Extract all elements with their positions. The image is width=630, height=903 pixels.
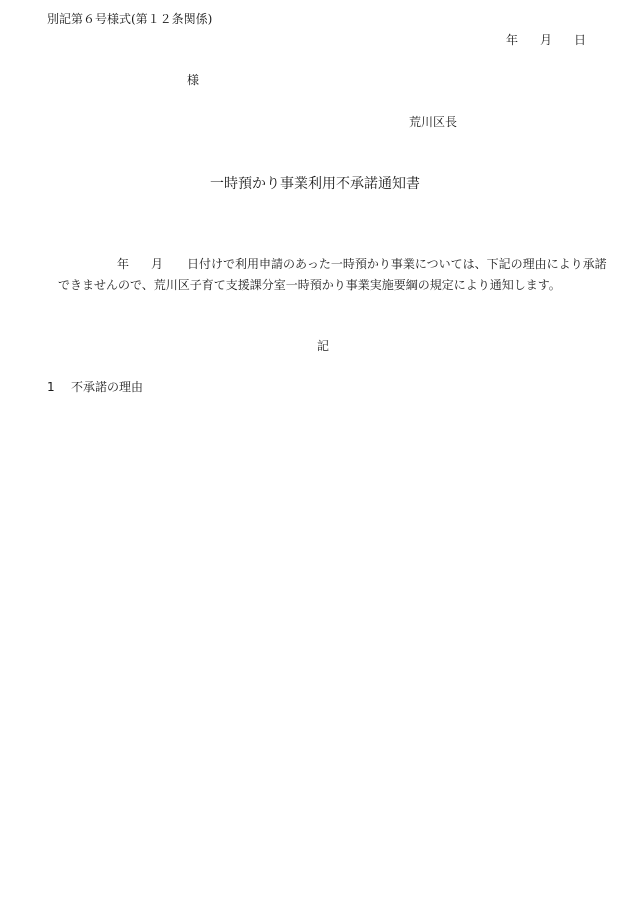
issue-date (506, 32, 586, 48)
item-number: 1 (47, 380, 55, 394)
ki-heading: 記 (316, 339, 329, 353)
body-month-label: 月 (151, 257, 164, 271)
item-label: 不承諾の理由 (71, 380, 144, 394)
body-year-label: 年 (117, 257, 130, 271)
body-line-1-text: 日付けで利用申請のあった一時預かり事業については、下記の理由により承諾 (187, 257, 607, 271)
date-month-label: 月 (539, 33, 552, 47)
date-year-label: 年 (505, 33, 518, 47)
list-item (47, 379, 143, 395)
body-line-1 (117, 256, 607, 272)
date-day-label: 日 (573, 33, 586, 47)
form-identifier: 別記第６号様式(第１２条関係) (47, 12, 213, 26)
addressee-honorific: 様 (187, 73, 200, 87)
document-title: 一時預かり事業利用不承諾通知書 (210, 176, 420, 192)
body-line-2: できませんので、荒川区子育て支援課分室一時預かり事業実施要綱の規定により通知します。 (58, 278, 561, 292)
sender-name: 荒川区長 (409, 115, 458, 129)
